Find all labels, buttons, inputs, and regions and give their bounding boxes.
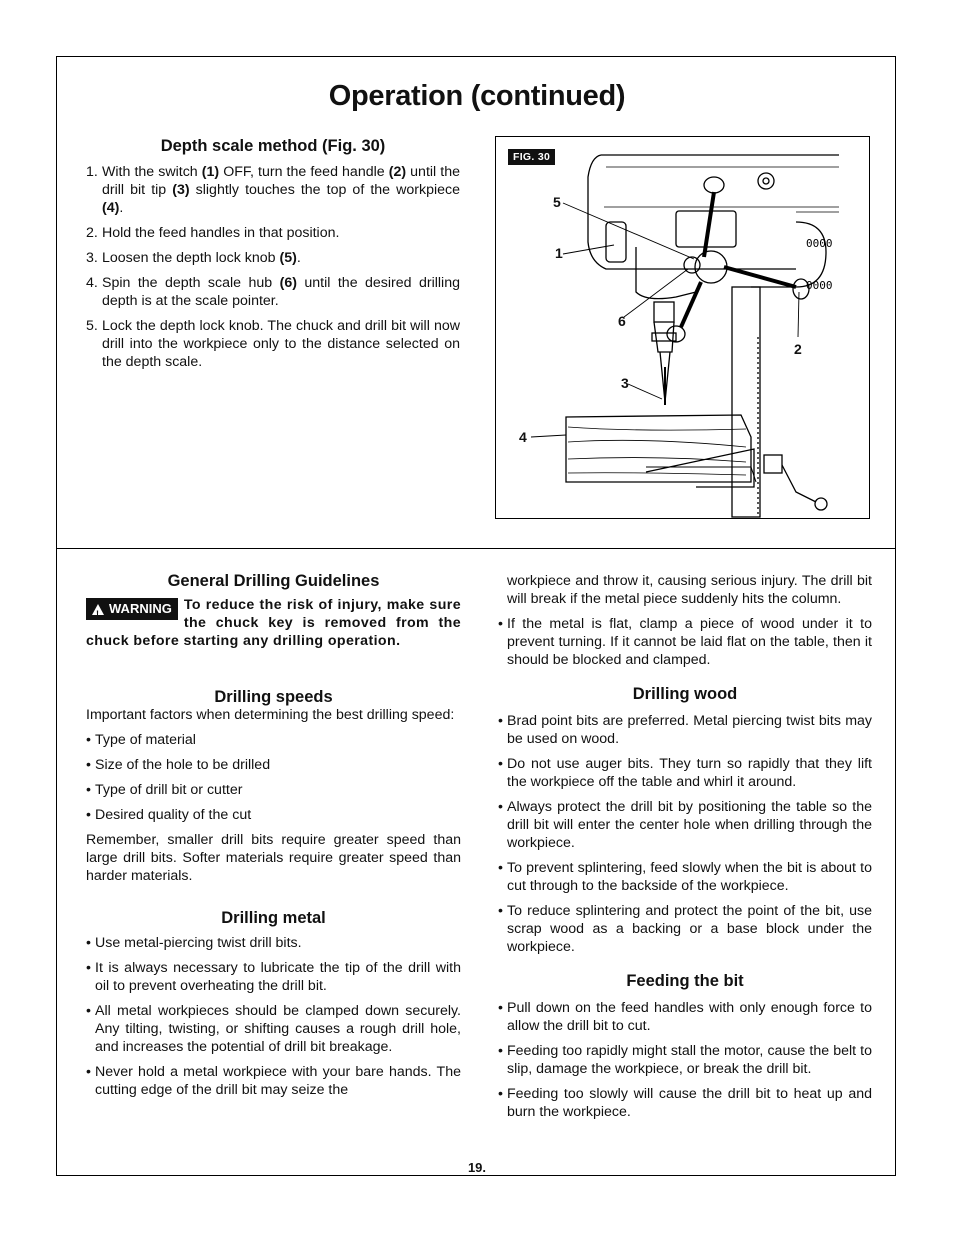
svg-text:0000: 0000 bbox=[806, 237, 833, 250]
drill-press-illustration bbox=[496, 137, 869, 518]
depth-step: 5. Lock the depth lock knob. The chuck and drill bit will now drill into the workpiece only to the distance selected on the depth scale. bbox=[86, 318, 460, 370]
speed-factor-item: • Desired quality of the cut bbox=[86, 807, 252, 823]
wood-tip-item: • Brad point bits are preferred. Metal piercing twist bits may be used on wood. bbox=[498, 713, 872, 747]
warning-block bbox=[86, 596, 461, 650]
wood-heading: Drilling wood bbox=[632, 685, 738, 703]
metal-continued: workpiece and throw it, causing serious injury. The drill bit will break if the metal piece suddenly hits the column. bbox=[507, 573, 872, 607]
svg-text:0000: 0000 bbox=[806, 279, 833, 292]
general-heading: General Drilling Guidelines bbox=[167, 572, 380, 590]
speed-factor-item: • Type of material bbox=[86, 732, 196, 748]
speeds-intro: Important factors when determining the best drilling speed: bbox=[86, 707, 455, 723]
callout-1: 1 bbox=[555, 245, 563, 261]
metal-tip-item: • Never hold a metal workpiece with your bare hands. The cutting edge of the drill bit may seize the bbox=[86, 1064, 461, 1098]
warning-badge: ! WARNING bbox=[86, 598, 178, 620]
metal-bullets bbox=[86, 934, 461, 1099]
callout-5: 5 bbox=[553, 194, 561, 210]
warning-text: To reduce the risk of injury, make sure the chuck key is removed from the chuck before starting any drilling operation. bbox=[86, 597, 461, 649]
figure-label: FIG. 30 bbox=[508, 149, 555, 165]
speeds-bullets bbox=[86, 731, 461, 824]
callout-2: 2 bbox=[794, 341, 802, 357]
feeding-tip-item: • Pull down on the feed handles with only enough force to allow the drill bit to cut. bbox=[498, 1000, 872, 1034]
depth-steps-list bbox=[86, 163, 460, 371]
callout-3: 3 bbox=[621, 375, 629, 391]
metal-tip-item: • Use metal-piercing twist drill bits. bbox=[86, 935, 302, 951]
depth-heading: Depth scale method (Fig. 30) bbox=[160, 137, 386, 155]
feeding-bullets bbox=[498, 999, 872, 1121]
feeding-heading: Feeding the bit bbox=[626, 972, 744, 990]
depth-step: 4. Spin the depth scale hub (6) until the desired drilling depth is at the scale pointer. bbox=[86, 275, 460, 309]
metal-heading: Drilling metal bbox=[221, 909, 326, 927]
warning-triangle-icon: ! bbox=[92, 604, 104, 615]
wood-tip-item: • Do not use auger bits. They turn so rapidly that they lift the workpiece off the table and whirl it around. bbox=[498, 756, 872, 790]
depth-step: 3. Loosen the depth lock knob (5). bbox=[86, 250, 301, 266]
page-number: 19. bbox=[467, 1160, 487, 1175]
wood-tip-item: • Always protect the drill bit by positioning the table so the drill bit will enter the center hole when drilling through the workpiece. bbox=[498, 799, 872, 851]
figure-30 bbox=[495, 136, 870, 519]
feeding-tip-item: • Feeding too slowly will cause the drill bit to heat up and burn the workpiece. bbox=[498, 1086, 872, 1120]
right-column bbox=[498, 572, 872, 1128]
metal-tip-item: • All metal workpieces should be clamped down securely. Any tilting, twisting, or shifting causes a rough drill hole, and increases the potential of drill bit breakage. bbox=[86, 1003, 461, 1055]
depth-section bbox=[86, 137, 460, 378]
feeding-tip-item: • Feeding too rapidly might stall the motor, cause the belt to slip, damage the workpiece, or break the drill bit. bbox=[498, 1043, 872, 1077]
speeds-heading: Drilling speeds bbox=[214, 688, 333, 706]
speed-factor-item: • Type of drill bit or cutter bbox=[86, 782, 243, 798]
wood-tip-item: • To prevent splintering, feed slowly when the bit is about to cut through to the backside of the workpiece. bbox=[498, 860, 872, 894]
callout-6: 6 bbox=[618, 313, 626, 329]
speeds-outro: Remember, smaller drill bits require greater speed than large drill bits. Softer materials require greater speed than harder materials. bbox=[86, 832, 461, 884]
callout-4: 4 bbox=[519, 429, 527, 445]
metal-tip-item: • It is always necessary to lubricate the tip of the drill with oil to prevent overheating the drill bit. bbox=[86, 960, 461, 994]
section-divider bbox=[56, 548, 896, 549]
wood-tip-item: • To reduce splintering and protect the point of the bit, use scrap wood as a backing or a base block under the workpiece. bbox=[498, 903, 872, 955]
speed-factor-item: • Size of the hole to be drilled bbox=[86, 757, 271, 773]
left-column bbox=[86, 572, 461, 1106]
depth-step: 1. With the switch (1) OFF, turn the feed handle (2) until the drill bit tip (3) slightly touches the top of the workpiece (4). bbox=[86, 164, 460, 216]
depth-step: 2. Hold the feed handles in that position. bbox=[86, 225, 340, 241]
wood-bullets bbox=[498, 712, 872, 956]
metal-bullet-flat: • If the metal is flat, clamp a piece of wood under it to prevent turning. If it cannot be laid flat on the table, then it should be blocked and clamped. bbox=[498, 616, 872, 668]
page-title: Operation (continued) bbox=[328, 80, 626, 112]
